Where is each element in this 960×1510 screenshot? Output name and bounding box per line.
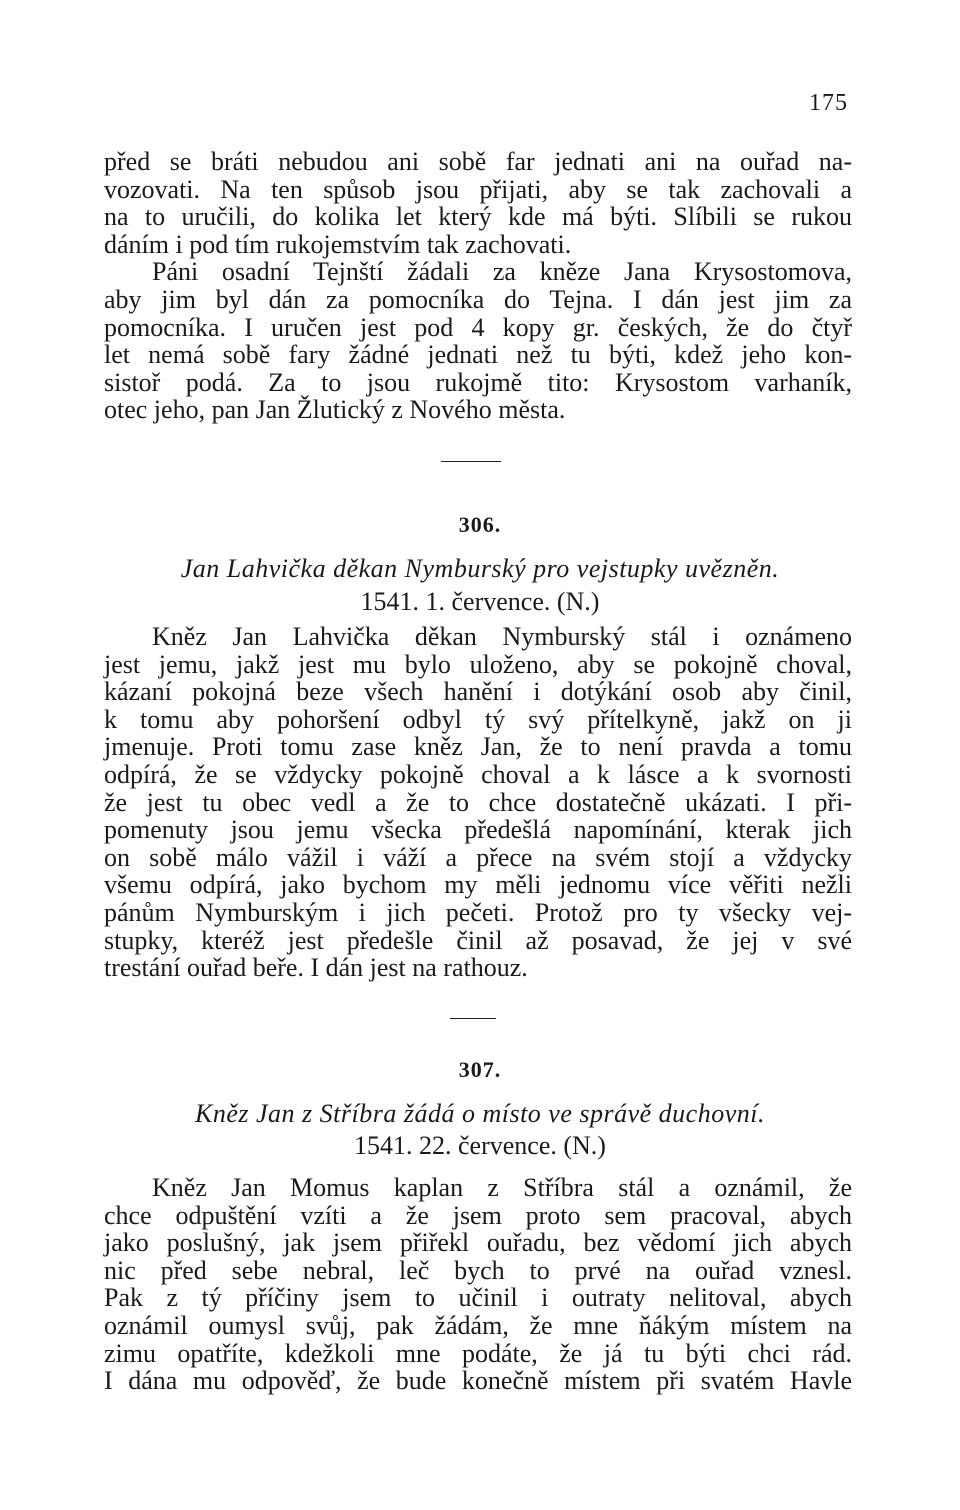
text-line: Kněz Jan Lahvička děkan Nymburský stál i oznámeno (152, 622, 852, 651)
text-line: oznámil oumysl svůj, pak žádám, že mne ňákým místem na (104, 1310, 852, 1340)
text-line: stupky, kteréž jest předešle činil až posavad, že jej v své (104, 925, 852, 955)
entry-number-306: 306. (458, 512, 502, 537)
text-line: aby jim byl dán za pomocníka do Tejna. I dán jest jim za (104, 284, 852, 314)
text-line: jest jemu, jakž jest mu bylo uloženo, aby se pokojně choval, (104, 649, 852, 679)
section-divider (450, 1018, 496, 1019)
text-line: let nemá sobě fary žádné jednati než tu býti, kdež jeho kon- (104, 340, 852, 370)
text-line: pomenuty jsou jemu všecka předešlá napomínání, kterak jich (104, 815, 852, 845)
text-line: kázaní pokojná beze všech hanění i dotýkání osob aby činil, (104, 677, 852, 707)
entry-date-306: 1541. 1. července. (N.) (360, 587, 600, 616)
text-line: všemu odpírá, jako bychom my měli jednomu více věřiti nežli (104, 870, 852, 900)
entry-number-307: 307. (458, 1057, 502, 1082)
entry-title-307: Kněz Jan z Stříbra žádá o místo ve správě duchovní. (194, 1099, 765, 1128)
entry-date-307: 1541. 22. července. (N.) (354, 1131, 606, 1160)
text-line: sistoř podá. Za to jsou rukojmě tito: Krysostom varhaník, (104, 367, 852, 397)
text-line: zimu opatříte, kdežkoli mne podáte, že já tu býti chci rád. (104, 1338, 852, 1368)
text-line: před se bráti nebudou ani sobě far jednati ani na ouřad na- (104, 147, 852, 176)
page-number: 175 (809, 90, 848, 116)
text-line: nic před sebe nebral, leč bych to prvé na ouřad vznesl. (104, 1255, 852, 1285)
entry-title-306: Jan Lahvička děkan Nymburský pro vejstupky uvězněn. (180, 554, 780, 583)
entry-body-306 (104, 623, 852, 982)
text-line: pánům Nymburským i jich pečeti. Protož pro ty všecky vej- (104, 897, 852, 927)
text-line: jako poslušný, jak jsem přiřekl ouřadu, bez vědomí jich abych (104, 1228, 852, 1258)
text-line: dáním i pod tím rukojemstvím tak zachovati. (104, 229, 572, 259)
text-line: Kněz Jan Momus kaplan z Stříbra stál a oznámil, že (152, 1173, 852, 1202)
text-line: k tomu aby pohoršení odbyl tý svý přítelkyně, jakž on ji (104, 704, 852, 734)
text-line: že jest tu obec vedl a že to chce dostatečně ukázati. I při- (104, 787, 852, 817)
text-line: Pak z tý příčiny jsem to učinil i outraty nelitoval, abych (104, 1283, 852, 1313)
top-paragraph (104, 148, 852, 424)
text-line: odpírá, že se vždycky pokojně choval a k lásce a k svornosti (104, 759, 852, 789)
text-line: otec jeho, pan Jan Žlutický z Nového města. (104, 395, 566, 425)
text-line: pomocníka. I uručen jest pod 4 kopy gr. českých, že do čtyř (104, 312, 852, 342)
text-line: Páni osadní Tejnští žádali za kněze Jana Krysostomova, (152, 257, 852, 287)
text-line: I dána mu odpověď, že bude konečně místem při svatém Havle (104, 1366, 852, 1396)
text-line: trestání ouřad beře. I dán jest na rathouz. (104, 953, 528, 983)
text-line: vozovati. Na ten spůsob jsou přijati, aby se tak zachovali a (104, 174, 852, 204)
entry-body-307 (104, 1174, 852, 1395)
text-line: on sobě málo vážil i váží a přece na svém stojí a vždycky (104, 842, 852, 872)
text-line: chce odpuštění vzíti a že jsem proto sem pracoval, abych (104, 1200, 852, 1230)
section-divider (441, 461, 501, 462)
text-line: na to uručili, do kolika let který kde má býti. Slíbili se rukou (104, 202, 852, 232)
text-line: jmenuje. Proti tomu zase kněz Jan, že to není pravda a tomu (104, 732, 852, 762)
